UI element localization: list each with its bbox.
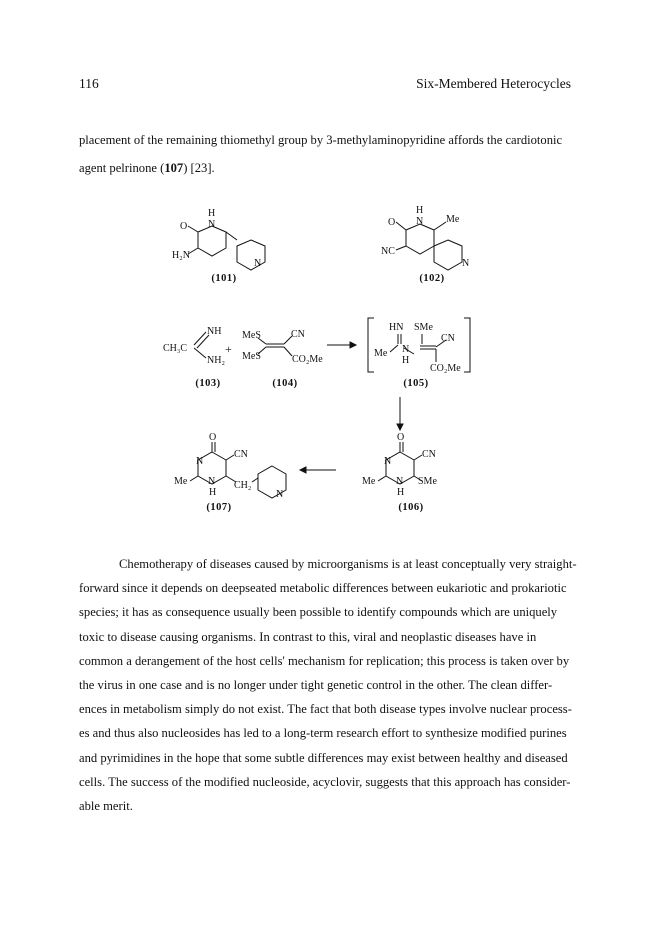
atom-101-n-pyr: N: [254, 258, 262, 269]
bond-102-me: [434, 222, 446, 230]
bond-107-cn: [226, 455, 234, 460]
atom-107-nh: N: [208, 476, 216, 487]
structure-104: [258, 336, 292, 356]
body-line: and pyrimidines in the hope that some subtle differences may exist between healthy and diseased: [79, 750, 568, 765]
bond-103-c: [194, 348, 206, 358]
atom-105-hn: HN: [389, 322, 404, 333]
plus-sign: +: [225, 342, 232, 356]
arrowhead-to-106: [397, 424, 403, 430]
bond-102-cn: [396, 246, 406, 250]
body-line: species; it has as consequence usually been possible to identify compounds which are uniquely: [79, 605, 558, 620]
atom-102-o: O: [388, 217, 396, 228]
body-paragraph: [79, 552, 579, 818]
atom-106-cn: CN: [422, 449, 436, 460]
body-line: Chemotherapy of diseases caused by microorganisms is at least conceptually very straight-: [119, 557, 577, 571]
bracket-right: [464, 318, 470, 372]
intro-line-2-post: ) [23].: [183, 161, 215, 175]
body-line: es and thus also nucleosides has led to a long-term research effort to synthesize modified purines: [79, 726, 567, 741]
atom-106-sme: SMe: [418, 476, 437, 487]
atom-101-h: H: [208, 208, 216, 219]
atom-107-ch2: CH₂: [234, 480, 252, 491]
bond-103-a: [194, 332, 206, 345]
running-title: Six-Membered Heterocycles: [416, 76, 571, 91]
atom-101-h2n: H₂N: [172, 250, 190, 261]
bond-107-me: [190, 476, 198, 481]
compound-ref-107: 107: [164, 161, 184, 175]
compound-label-106: (106): [398, 502, 424, 513]
atom-107-me: Me: [174, 476, 188, 487]
structure-102: [396, 222, 462, 270]
atom-105-me: Me: [374, 348, 388, 359]
atom-106-me: Me: [362, 476, 376, 487]
compound-label-101: (101): [211, 273, 237, 284]
intro-line-2-pre: agent pelrinone (: [79, 161, 165, 175]
atom-104-co2me: CO₂Me: [292, 354, 323, 365]
body-line: able merit.: [79, 799, 133, 814]
body-line: ences in metabolism simply do not exist. The fact that both disease types involve nuclear process-: [79, 702, 572, 717]
bond-106-cn: [414, 455, 422, 460]
body-line: forward since it depends on deepseated metabolic differences between eukariotic and prokariotic: [79, 581, 567, 596]
structure-105: [390, 334, 446, 362]
atom-107-n-pyr: N: [276, 489, 284, 500]
atom-106-h: H: [397, 487, 405, 498]
atom-104-cn: CN: [291, 329, 305, 340]
atom-102-h: H: [416, 205, 424, 216]
bond-107-link: [252, 478, 258, 482]
atom-106-n: N: [384, 456, 392, 467]
atom-106-nh: N: [396, 476, 404, 487]
atom-103-ch3c: CH₃C: [163, 343, 188, 354]
body-line: toxic to disease causing organisms. In contrast to this, viral and neoplastic diseases have in: [79, 629, 537, 644]
atom-105-cn: CN: [441, 333, 455, 344]
atom-107-n: N: [196, 456, 204, 467]
compound-label-103: (103): [195, 378, 221, 389]
arrowhead-to-105: [350, 342, 356, 348]
ring-102-a: [406, 224, 434, 254]
atom-106-o: O: [397, 432, 405, 443]
page-number: 116: [79, 76, 99, 91]
bond-106-me: [378, 476, 386, 481]
atom-107-cn: CN: [234, 449, 248, 460]
bond-101-co: [188, 226, 198, 232]
atom-102-n-pyr: N: [462, 258, 470, 269]
atom-105-n: N: [402, 344, 410, 355]
atom-105-co2me: CO₂Me: [430, 363, 461, 374]
compound-label-104: (104): [272, 378, 298, 389]
compound-label-105: (105): [403, 378, 429, 389]
ring-101-a: [198, 226, 226, 256]
bond-102-co: [396, 222, 406, 230]
compound-label-107: (107): [206, 502, 232, 513]
compound-label-102: (102): [419, 273, 445, 284]
atom-101-n: N: [208, 219, 216, 230]
atom-101-o: O: [180, 221, 188, 232]
atom-104-mes-bottom: MeS: [242, 351, 261, 362]
atom-102-nc: NC: [381, 246, 395, 257]
atom-107-o: O: [209, 432, 217, 443]
bond-101: [226, 232, 237, 240]
atom-102-me: Me: [446, 214, 460, 225]
bond-104-f: [284, 347, 292, 356]
body-line: cells. The success of the modified nucleoside, acyclovir, suggests that this approach has consider-: [79, 774, 571, 789]
intro-line-1: placement of the remaining thiomethyl group by 3-methylaminopyridine affords the cardiotonic: [79, 133, 563, 147]
body-line: common a derangement of the host cells' mechanism for replication; this process is taken over by: [79, 653, 570, 668]
atom-102-n: N: [416, 216, 424, 227]
arrowhead-to-107: [300, 467, 306, 473]
atom-103-nh2: NH₂: [207, 355, 225, 366]
atom-103-nh: NH: [207, 326, 222, 337]
bond-105-c: [390, 345, 398, 352]
ring-102-b: [434, 240, 462, 270]
atom-104-mes-top: MeS: [242, 330, 261, 341]
atom-105-h: H: [402, 355, 410, 366]
body-line: the virus in one case and is no longer under tight genetic control in the other. The clean differ-: [79, 678, 553, 693]
bracket-left: [368, 318, 374, 372]
atom-105-sme: SMe: [414, 322, 433, 333]
atom-107-h: H: [209, 487, 217, 498]
